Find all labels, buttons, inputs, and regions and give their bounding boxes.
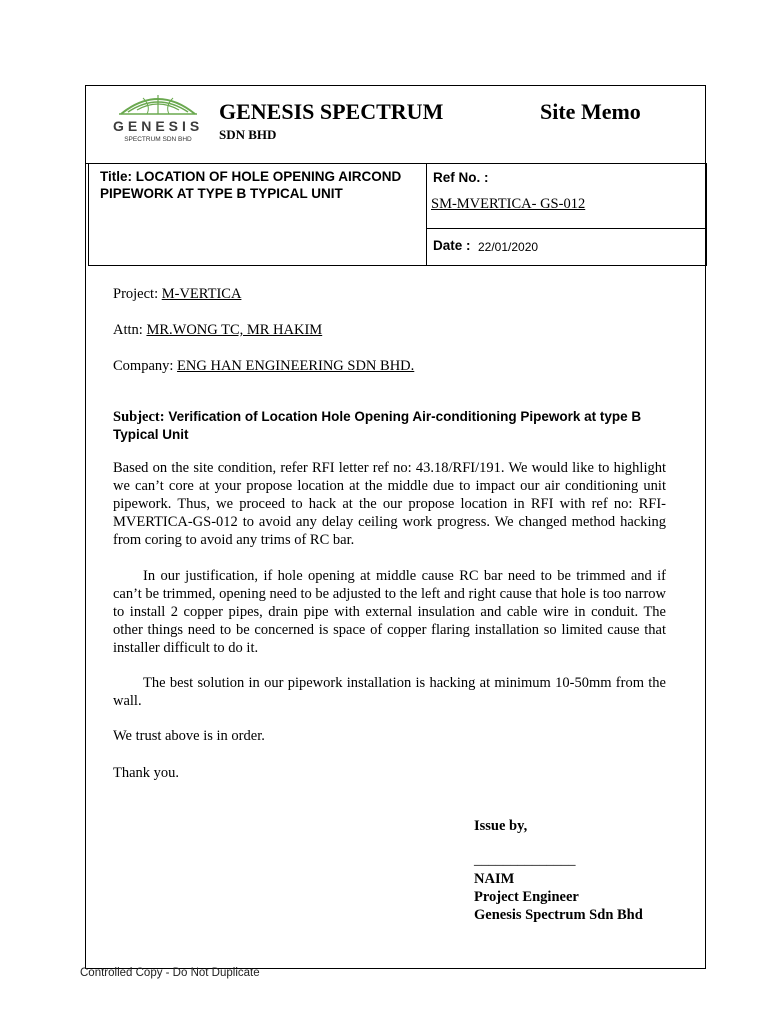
- logo-wordmark: GENESIS: [113, 118, 204, 134]
- body-paragraph-5: Thank you.: [113, 765, 180, 781]
- date-label: Date :: [433, 238, 471, 253]
- signatory-position: Project Engineer: [474, 889, 579, 905]
- attn-value: MR.WONG TC, MR HAKIM: [146, 322, 323, 338]
- subject-label: Subject:: [113, 409, 165, 425]
- date-value: 22/01/2020: [478, 240, 539, 254]
- globe-arc-icon: [113, 90, 203, 120]
- attn-field: [113, 322, 322, 339]
- body-paragraph-3: The best solution in our pipework installation is hacking at minimum 10-50mm from the wall.: [113, 675, 666, 709]
- attn-label: Attn:: [113, 322, 143, 338]
- company-value: ENG HAN ENGINEERING SDN BHD.: [177, 358, 415, 374]
- project-label: Project:: [113, 286, 159, 302]
- doc-type-title: Site Memo: [540, 99, 641, 124]
- signature-line: ______________: [474, 852, 576, 868]
- project-value: M-VERTICA: [161, 286, 242, 302]
- body-paragraph-2: In our justification, if hole opening at middle cause RC bar need to be trimmed and if can’t be trimmed, opening need to be adjusted to the left and right cause that hole is too narrow to install 2 copper pipes, drain pipe with external insulation and cable wire in conduit. The other things need to be concerned is space of copper flaring installation so limited cause that installer difficult to do it.: [113, 568, 666, 656]
- signatory-company: Genesis Spectrum Sdn Bhd: [474, 907, 643, 923]
- company-logo: [113, 90, 203, 150]
- company-field: [113, 358, 414, 375]
- company-name: GENESIS SPECTRUM: [219, 99, 444, 124]
- company-label: Company:: [113, 358, 174, 374]
- subject-text: Verification of Location Hole Opening Air-conditioning Pipework at type B Typical Unit: [113, 409, 642, 442]
- meta-table-vdivider: [426, 163, 427, 266]
- subject-line: [113, 408, 683, 444]
- memo-title-field: Title: LOCATION OF HOLE OPENING AIRCOND PIPEWORK AT TYPE B TYPICAL UNIT: [100, 169, 402, 201]
- logo-subtitle: SPECTRUM SDN BHD: [124, 136, 192, 143]
- meta-table-hdivider: [426, 228, 707, 229]
- company-suffix: SDN BHD: [219, 127, 277, 142]
- signatory-name: NAIM: [474, 871, 515, 887]
- issue-by-label: Issue by,: [474, 818, 528, 834]
- ref-label: Ref No. :: [433, 170, 489, 185]
- project-field: [113, 286, 241, 303]
- body-paragraph-1: Based on the site condition, refer RFI letter ref no: 43.18/RFI/191. We would like to highlight we can’t core at your propose location at the middle due to impact our air conditioning unit pipework. Thus, we proceed to hack at the our propose location in RFI with ref no: RFI-MVERTICA-GS-012 to avoid any delay ceiling work progress. We changed method hacking from coring to avoid any trims of RC bar.: [113, 460, 666, 548]
- body-paragraph-4: We trust above is in order.: [113, 728, 265, 744]
- ref-value: SM-MVERTICA- GS-012: [431, 196, 586, 212]
- footer-note: Controlled Copy - Do Not Duplicate: [80, 967, 260, 979]
